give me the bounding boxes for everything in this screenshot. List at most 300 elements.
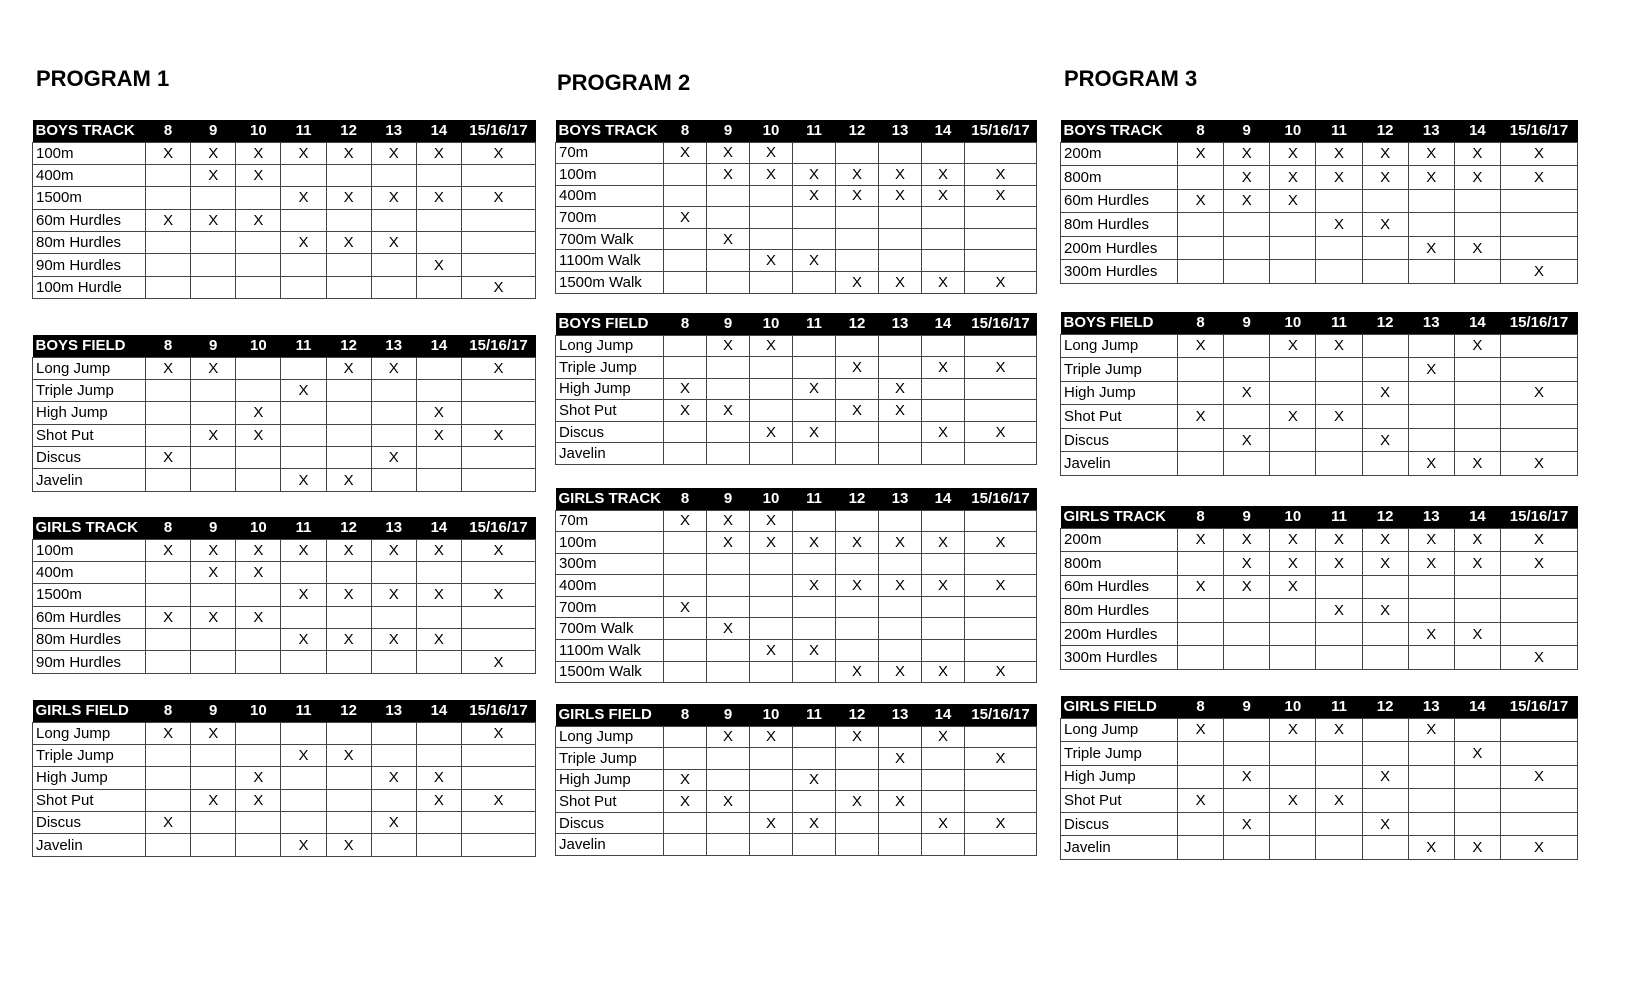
age-column-header: 15/16/17 bbox=[1501, 120, 1578, 142]
table-header-row bbox=[556, 120, 1037, 142]
entry-mark-cell: X bbox=[236, 606, 281, 628]
empty-cell bbox=[371, 379, 416, 401]
empty-cell bbox=[236, 651, 281, 673]
empty-cell bbox=[236, 447, 281, 469]
entry-mark-cell: X bbox=[326, 187, 371, 209]
girls-track-table bbox=[32, 517, 536, 674]
entry-mark-cell: X bbox=[146, 606, 191, 628]
empty-cell bbox=[922, 207, 965, 229]
event-name: 100m bbox=[33, 142, 146, 164]
age-column-header: 9 bbox=[191, 700, 236, 722]
table-heading: BOYS TRACK bbox=[33, 120, 146, 142]
age-column-header: 15/16/17 bbox=[965, 704, 1037, 726]
age-column-header: 12 bbox=[1362, 696, 1408, 718]
event-name: High Jump bbox=[33, 402, 146, 424]
empty-cell bbox=[1178, 765, 1224, 789]
empty-cell bbox=[1454, 599, 1500, 623]
empty-cell bbox=[1224, 334, 1270, 358]
empty-cell bbox=[965, 618, 1037, 640]
program-title: PROGRAM 2 bbox=[557, 70, 691, 95]
empty-cell bbox=[664, 272, 707, 294]
entry-mark-cell: X bbox=[326, 744, 371, 766]
entry-mark-cell: X bbox=[1408, 836, 1454, 860]
event-name: 60m Hurdles bbox=[1061, 189, 1178, 213]
entry-mark-cell: X bbox=[326, 629, 371, 651]
empty-cell bbox=[326, 789, 371, 811]
empty-cell bbox=[416, 469, 461, 491]
empty-cell bbox=[371, 402, 416, 424]
empty-cell bbox=[236, 254, 281, 276]
empty-cell bbox=[1408, 260, 1454, 284]
entry-mark-cell: X bbox=[1316, 405, 1362, 429]
entry-mark-cell: X bbox=[1454, 742, 1500, 766]
entry-mark-cell: X bbox=[1454, 552, 1500, 576]
table-row bbox=[1061, 812, 1578, 836]
empty-cell bbox=[191, 744, 236, 766]
empty-cell bbox=[1270, 646, 1316, 670]
age-column-header: 14 bbox=[922, 704, 965, 726]
event-name: 90m Hurdles bbox=[33, 254, 146, 276]
table-row bbox=[1061, 142, 1578, 166]
age-column-header: 11 bbox=[1316, 696, 1362, 718]
entry-mark-cell: X bbox=[1501, 836, 1578, 860]
empty-cell bbox=[879, 596, 922, 618]
event-name: Discus bbox=[556, 812, 664, 834]
entry-mark-cell: X bbox=[922, 185, 965, 207]
entry-mark-cell: X bbox=[750, 726, 793, 748]
age-column-header: 11 bbox=[793, 120, 836, 142]
age-column-header: 9 bbox=[191, 335, 236, 357]
entry-mark-cell: X bbox=[371, 142, 416, 164]
event-name: Javelin bbox=[33, 469, 146, 491]
empty-cell bbox=[1178, 358, 1224, 382]
empty-cell bbox=[707, 250, 750, 272]
empty-cell bbox=[191, 254, 236, 276]
event-name: 60m Hurdles bbox=[33, 606, 146, 628]
entry-mark-cell: X bbox=[281, 539, 326, 561]
table-row bbox=[1061, 405, 1578, 429]
empty-cell bbox=[965, 378, 1037, 400]
empty-cell bbox=[416, 606, 461, 628]
entry-mark-cell: X bbox=[1362, 166, 1408, 190]
empty-cell bbox=[146, 767, 191, 789]
empty-cell bbox=[416, 276, 461, 298]
empty-cell bbox=[1454, 765, 1500, 789]
entry-mark-cell: X bbox=[1362, 599, 1408, 623]
age-column-header: 8 bbox=[146, 700, 191, 722]
empty-cell bbox=[750, 400, 793, 422]
empty-cell bbox=[281, 254, 326, 276]
empty-cell bbox=[1454, 718, 1500, 742]
entry-mark-cell: X bbox=[1501, 260, 1578, 284]
empty-cell bbox=[1501, 599, 1578, 623]
empty-cell bbox=[879, 228, 922, 250]
empty-cell bbox=[664, 185, 707, 207]
empty-cell bbox=[1501, 358, 1578, 382]
entry-mark-cell: X bbox=[1178, 789, 1224, 813]
empty-cell bbox=[146, 744, 191, 766]
age-column-header: 13 bbox=[1408, 506, 1454, 528]
age-column-header: 14 bbox=[1454, 120, 1500, 142]
empty-cell bbox=[146, 424, 191, 446]
table-row bbox=[1061, 166, 1578, 190]
event-name: 300m Hurdles bbox=[1061, 260, 1178, 284]
empty-cell bbox=[1316, 236, 1362, 260]
empty-cell bbox=[1224, 452, 1270, 476]
entry-mark-cell: X bbox=[793, 532, 836, 554]
entry-mark-cell: X bbox=[462, 651, 536, 673]
empty-cell bbox=[707, 769, 750, 791]
empty-cell bbox=[326, 276, 371, 298]
age-column-header: 8 bbox=[1178, 312, 1224, 334]
girls-track-table bbox=[1060, 506, 1578, 670]
entry-mark-cell: X bbox=[793, 812, 836, 834]
empty-cell bbox=[707, 207, 750, 229]
age-column-header: 15/16/17 bbox=[462, 335, 536, 357]
empty-cell bbox=[1178, 452, 1224, 476]
entry-mark-cell: X bbox=[1178, 718, 1224, 742]
entry-mark-cell: X bbox=[793, 164, 836, 186]
empty-cell bbox=[664, 250, 707, 272]
event-name: 400m bbox=[556, 185, 664, 207]
entry-mark-cell: X bbox=[1501, 452, 1578, 476]
entry-mark-cell: X bbox=[281, 379, 326, 401]
entry-mark-cell: X bbox=[326, 357, 371, 379]
table-row bbox=[33, 584, 536, 606]
empty-cell bbox=[416, 447, 461, 469]
empty-cell bbox=[965, 640, 1037, 662]
event-name: 1500m bbox=[33, 584, 146, 606]
empty-cell bbox=[1501, 405, 1578, 429]
entry-mark-cell: X bbox=[1270, 405, 1316, 429]
empty-cell bbox=[1270, 428, 1316, 452]
entry-mark-cell: X bbox=[416, 767, 461, 789]
empty-cell bbox=[1408, 381, 1454, 405]
event-name: Shot Put bbox=[33, 424, 146, 446]
age-column-header: 13 bbox=[879, 120, 922, 142]
event-name: High Jump bbox=[33, 767, 146, 789]
event-name: 80m Hurdles bbox=[33, 232, 146, 254]
empty-cell bbox=[371, 606, 416, 628]
table-heading: GIRLS TRACK bbox=[33, 517, 146, 539]
empty-cell bbox=[1501, 718, 1578, 742]
entry-mark-cell: X bbox=[146, 357, 191, 379]
empty-cell bbox=[146, 834, 191, 856]
empty-cell bbox=[1270, 812, 1316, 836]
age-column-header: 9 bbox=[1224, 696, 1270, 718]
empty-cell bbox=[1316, 358, 1362, 382]
empty-cell bbox=[191, 651, 236, 673]
entry-mark-cell: X bbox=[879, 185, 922, 207]
age-column-header: 14 bbox=[416, 335, 461, 357]
event-name: 100m bbox=[556, 532, 664, 554]
entry-mark-cell: X bbox=[191, 606, 236, 628]
empty-cell bbox=[1316, 765, 1362, 789]
entry-mark-cell: X bbox=[879, 748, 922, 770]
entry-mark-cell: X bbox=[707, 791, 750, 813]
empty-cell bbox=[793, 142, 836, 164]
entry-mark-cell: X bbox=[793, 185, 836, 207]
entry-mark-cell: X bbox=[879, 272, 922, 294]
age-column-header: 13 bbox=[371, 335, 416, 357]
entry-mark-cell: X bbox=[236, 164, 281, 186]
empty-cell bbox=[707, 421, 750, 443]
empty-cell bbox=[879, 510, 922, 532]
empty-cell bbox=[1408, 812, 1454, 836]
empty-cell bbox=[146, 276, 191, 298]
entry-mark-cell: X bbox=[664, 400, 707, 422]
empty-cell bbox=[750, 357, 793, 379]
age-column-header: 15/16/17 bbox=[462, 120, 536, 142]
empty-cell bbox=[191, 834, 236, 856]
table-row bbox=[33, 651, 536, 673]
age-column-header: 12 bbox=[836, 120, 879, 142]
empty-cell bbox=[326, 379, 371, 401]
empty-cell bbox=[664, 748, 707, 770]
boys-track-table bbox=[555, 120, 1037, 294]
empty-cell bbox=[1224, 742, 1270, 766]
event-name: Javelin bbox=[1061, 452, 1178, 476]
empty-cell bbox=[191, 276, 236, 298]
empty-cell bbox=[1362, 718, 1408, 742]
empty-cell bbox=[879, 769, 922, 791]
age-column-header: 9 bbox=[707, 313, 750, 335]
empty-cell bbox=[750, 596, 793, 618]
event-name: 1100m Walk bbox=[556, 640, 664, 662]
age-column-header: 10 bbox=[1270, 312, 1316, 334]
entry-mark-cell: X bbox=[707, 510, 750, 532]
entry-mark-cell: X bbox=[707, 335, 750, 357]
entry-mark-cell: X bbox=[281, 834, 326, 856]
empty-cell bbox=[1501, 812, 1578, 836]
table-row bbox=[1061, 718, 1578, 742]
empty-cell bbox=[965, 443, 1037, 465]
table-header-row bbox=[1061, 120, 1578, 142]
empty-cell bbox=[1362, 575, 1408, 599]
empty-cell bbox=[1316, 381, 1362, 405]
empty-cell bbox=[281, 276, 326, 298]
empty-cell bbox=[965, 142, 1037, 164]
event-name: Triple Jump bbox=[1061, 742, 1178, 766]
entry-mark-cell: X bbox=[462, 187, 536, 209]
entry-mark-cell: X bbox=[1270, 334, 1316, 358]
empty-cell bbox=[191, 469, 236, 491]
table-row bbox=[33, 447, 536, 469]
girls-field-table bbox=[32, 700, 536, 857]
entry-mark-cell: X bbox=[1316, 166, 1362, 190]
event-name: 100m bbox=[33, 539, 146, 561]
empty-cell bbox=[707, 748, 750, 770]
empty-cell bbox=[416, 164, 461, 186]
entry-mark-cell: X bbox=[836, 791, 879, 813]
empty-cell bbox=[462, 812, 536, 834]
table-heading: GIRLS FIELD bbox=[1061, 696, 1178, 718]
entry-mark-cell: X bbox=[191, 722, 236, 744]
empty-cell bbox=[879, 142, 922, 164]
empty-cell bbox=[1270, 381, 1316, 405]
event-name: 700m bbox=[556, 207, 664, 229]
table-row bbox=[33, 722, 536, 744]
empty-cell bbox=[1362, 189, 1408, 213]
event-name: 70m bbox=[556, 142, 664, 164]
empty-cell bbox=[793, 335, 836, 357]
entry-mark-cell: X bbox=[236, 539, 281, 561]
empty-cell bbox=[750, 748, 793, 770]
event-name: 700m Walk bbox=[556, 228, 664, 250]
age-column-header: 12 bbox=[1362, 312, 1408, 334]
entry-mark-cell: X bbox=[1224, 552, 1270, 576]
age-column-header: 9 bbox=[191, 120, 236, 142]
empty-cell bbox=[146, 379, 191, 401]
entry-mark-cell: X bbox=[965, 575, 1037, 597]
program-title: PROGRAM 1 bbox=[36, 66, 170, 91]
boys-track-table bbox=[32, 120, 536, 299]
empty-cell bbox=[793, 726, 836, 748]
empty-cell bbox=[836, 596, 879, 618]
empty-cell bbox=[922, 769, 965, 791]
age-column-header: 11 bbox=[793, 704, 836, 726]
empty-cell bbox=[371, 164, 416, 186]
table-header-row bbox=[556, 488, 1037, 510]
entry-mark-cell: X bbox=[281, 232, 326, 254]
empty-cell bbox=[236, 276, 281, 298]
empty-cell bbox=[965, 207, 1037, 229]
entry-mark-cell: X bbox=[1316, 718, 1362, 742]
empty-cell bbox=[965, 553, 1037, 575]
entry-mark-cell: X bbox=[281, 142, 326, 164]
table-row bbox=[556, 228, 1037, 250]
empty-cell bbox=[281, 767, 326, 789]
event-name: 100m bbox=[556, 164, 664, 186]
program-title: PROGRAM 3 bbox=[1064, 66, 1198, 91]
entry-mark-cell: X bbox=[793, 250, 836, 272]
empty-cell bbox=[664, 532, 707, 554]
entry-mark-cell: X bbox=[191, 357, 236, 379]
table-row bbox=[1061, 358, 1578, 382]
table-heading: BOYS FIELD bbox=[1061, 312, 1178, 334]
event-name: Long Jump bbox=[556, 335, 664, 357]
event-name: Triple Jump bbox=[33, 744, 146, 766]
empty-cell bbox=[664, 834, 707, 856]
entry-mark-cell: X bbox=[281, 469, 326, 491]
entry-mark-cell: X bbox=[1408, 236, 1454, 260]
empty-cell bbox=[1408, 646, 1454, 670]
age-column-header: 14 bbox=[922, 120, 965, 142]
empty-cell bbox=[1270, 765, 1316, 789]
entry-mark-cell: X bbox=[750, 510, 793, 532]
empty-cell bbox=[1501, 428, 1578, 452]
age-column-header: 13 bbox=[1408, 312, 1454, 334]
table-row bbox=[1061, 260, 1578, 284]
empty-cell bbox=[1316, 836, 1362, 860]
entry-mark-cell: X bbox=[836, 272, 879, 294]
empty-cell bbox=[1501, 236, 1578, 260]
entry-mark-cell: X bbox=[146, 447, 191, 469]
age-column-header: 11 bbox=[281, 120, 326, 142]
empty-cell bbox=[1270, 260, 1316, 284]
age-column-header: 8 bbox=[1178, 120, 1224, 142]
entry-mark-cell: X bbox=[750, 250, 793, 272]
entry-mark-cell: X bbox=[416, 187, 461, 209]
age-column-header: 14 bbox=[416, 517, 461, 539]
empty-cell bbox=[1178, 260, 1224, 284]
entry-mark-cell: X bbox=[1501, 528, 1578, 552]
entry-mark-cell: X bbox=[1224, 575, 1270, 599]
table-header-row bbox=[33, 120, 536, 142]
event-name: Javelin bbox=[556, 834, 664, 856]
entry-mark-cell: X bbox=[146, 812, 191, 834]
empty-cell bbox=[1454, 812, 1500, 836]
table-row bbox=[556, 357, 1037, 379]
empty-cell bbox=[1178, 166, 1224, 190]
empty-cell bbox=[146, 469, 191, 491]
entry-mark-cell: X bbox=[1501, 166, 1578, 190]
empty-cell bbox=[326, 722, 371, 744]
empty-cell bbox=[836, 207, 879, 229]
age-column-header: 8 bbox=[146, 335, 191, 357]
empty-cell bbox=[281, 789, 326, 811]
empty-cell bbox=[707, 812, 750, 834]
empty-cell bbox=[836, 553, 879, 575]
empty-cell bbox=[793, 748, 836, 770]
entry-mark-cell: X bbox=[1454, 166, 1500, 190]
empty-cell bbox=[1408, 189, 1454, 213]
empty-cell bbox=[1178, 646, 1224, 670]
entry-mark-cell: X bbox=[965, 185, 1037, 207]
table-row bbox=[556, 250, 1037, 272]
entry-mark-cell: X bbox=[965, 748, 1037, 770]
entry-mark-cell: X bbox=[793, 421, 836, 443]
age-column-header: 10 bbox=[750, 704, 793, 726]
empty-cell bbox=[462, 402, 536, 424]
empty-cell bbox=[793, 661, 836, 683]
table-row bbox=[556, 185, 1037, 207]
empty-cell bbox=[236, 584, 281, 606]
entry-mark-cell: X bbox=[371, 357, 416, 379]
age-column-header: 11 bbox=[281, 335, 326, 357]
empty-cell bbox=[750, 575, 793, 597]
empty-cell bbox=[462, 834, 536, 856]
event-name: Long Jump bbox=[1061, 334, 1178, 358]
table-heading: GIRLS TRACK bbox=[556, 488, 664, 510]
empty-cell bbox=[707, 378, 750, 400]
entry-mark-cell: X bbox=[1501, 552, 1578, 576]
empty-cell bbox=[793, 618, 836, 640]
empty-cell bbox=[416, 744, 461, 766]
empty-cell bbox=[879, 640, 922, 662]
table-header-row bbox=[33, 335, 536, 357]
event-name: Shot Put bbox=[556, 400, 664, 422]
empty-cell bbox=[326, 767, 371, 789]
table-row bbox=[556, 207, 1037, 229]
empty-cell bbox=[1270, 599, 1316, 623]
entry-mark-cell: X bbox=[462, 142, 536, 164]
entry-mark-cell: X bbox=[416, 629, 461, 651]
empty-cell bbox=[281, 447, 326, 469]
age-column-header: 8 bbox=[1178, 506, 1224, 528]
table-row bbox=[33, 629, 536, 651]
entry-mark-cell: X bbox=[1270, 189, 1316, 213]
empty-cell bbox=[793, 228, 836, 250]
entry-mark-cell: X bbox=[236, 402, 281, 424]
age-column-header: 13 bbox=[879, 488, 922, 510]
table-row bbox=[1061, 428, 1578, 452]
table-row bbox=[556, 640, 1037, 662]
table-row bbox=[1061, 622, 1578, 646]
event-name: Discus bbox=[33, 812, 146, 834]
girls-track-table bbox=[555, 488, 1037, 683]
entry-mark-cell: X bbox=[750, 421, 793, 443]
